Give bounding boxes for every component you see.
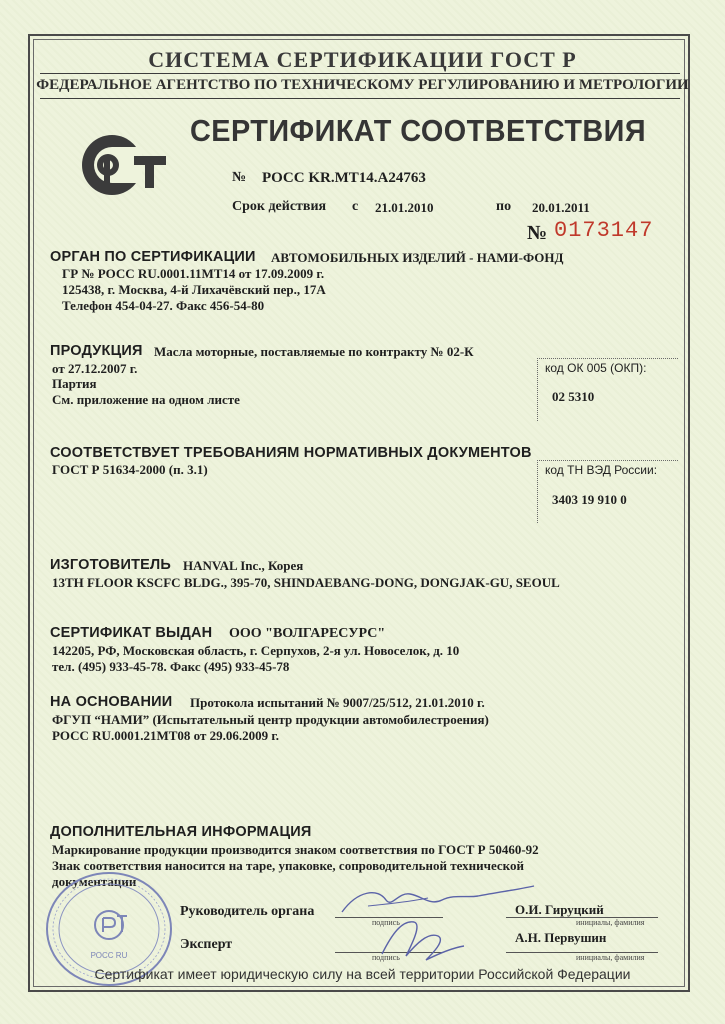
validity-to-label: по [496, 199, 512, 214]
serial-number: 0173147 [554, 218, 654, 243]
basis-heading: НА ОСНОВАНИИ [50, 694, 173, 710]
cert-number: РОСС KR.MT14.A24763 [262, 170, 426, 186]
validity-from-label: с [352, 199, 359, 214]
expert-signature-icon [372, 914, 472, 966]
product-name: Масла моторные, поставляемые по контракту № 02-К [154, 344, 474, 359]
conformity-standard: ГОСТ Р 51634-2000 (п. 3.1) [52, 462, 208, 477]
tnved-value: 3403 19 910 0 [552, 492, 627, 507]
rst-logo-icon [78, 130, 170, 200]
head-signature-caption: подпись [372, 918, 400, 927]
conformity-heading: СООТВЕТСТВУЕТ ТРЕБОВАНИЯМ НОРМАТИВНЫХ ДОКУМЕНТОВ [50, 445, 532, 461]
cert-number-sign: № [232, 170, 247, 185]
validity-label: Срок действия [232, 199, 327, 214]
issued-phone: тел. (495) 933-45-78. Факс (495) 933-45-78 [52, 659, 290, 674]
product-batch: Партия [52, 376, 97, 391]
validity-from-date: 21.01.2010 [375, 200, 434, 215]
organ-name: АВТОМОБИЛЬНЫХ ИЗДЕЛИЙ - НАМИ-ФОНД [271, 250, 564, 265]
divider [40, 98, 680, 99]
product-heading: ПРОДУКЦИЯ [50, 343, 143, 359]
divider [40, 73, 680, 74]
agency-name: ФЕДЕРАЛЬНОЕ АГЕНТСТВО ПО ТЕХНИЧЕСКОМУ РЕГУЛИРОВАНИЮ И МЕТРОЛОГИИ [36, 77, 689, 93]
organ-address: 125438, г. Москва, 4-й Лихачёвский пер., 17А [62, 282, 326, 297]
manufacturer-name: HANVAL Inc., Корея [183, 558, 304, 573]
expert-name: А.Н. Первушин [515, 930, 607, 945]
okp-value: 02 5310 [552, 389, 595, 404]
expert-name-caption: инициалы, фамилия [576, 953, 645, 962]
expert-label: Эксперт [180, 937, 233, 952]
issued-heading: СЕРТИФИКАТ ВЫДАН [50, 625, 213, 641]
additional-heading: ДОПОЛНИТЕЛЬНАЯ ИНФОРМАЦИЯ [50, 824, 312, 840]
validity-note: Сертификат имеет юридическую силу на всей территории Российской Федерации [94, 966, 631, 982]
head-name-caption: инициалы, фамилия [576, 918, 645, 927]
system-title: СИСТЕМА СЕРТИФИКАЦИИ ГОСТ Р [148, 47, 577, 72]
product-contract-date: от 27.12.2007 г. [52, 361, 138, 376]
basis-protocol: Протокола испытаний № 9007/25/512, 21.01.2010 г. [190, 695, 485, 710]
manufacturer-address: 13TH FLOOR KSCFC BLDG., 395-70, SHINDAEBANG-DONG, DONGJAK-GU, SEOUL [52, 575, 560, 590]
organ-phone: Телефон 454-04-27. Факс 456-54-80 [62, 298, 265, 313]
product-appendix: См. приложение на одном листе [52, 392, 240, 407]
head-of-organ-label: Руководитель органа [180, 904, 315, 919]
certificate-title: СЕРТИФИКАТ СООТВЕТСТВИЯ [190, 113, 647, 148]
validity-to-date: 20.01.2011 [532, 200, 590, 215]
additional-line-1: Маркирование продукции производится знаком соответствия по ГОСТ Р 50460-92 [52, 842, 539, 857]
issued-address: 142205, РФ, Московская область, г. Серпухов, 2-я ул. Новоселок, д. 10 [52, 643, 460, 658]
additional-line-2: Знак соответствия наносится на таре, упаковке, сопроводительной технической [52, 858, 524, 873]
seal-center-text: РОСС RU [90, 951, 128, 960]
tnved-label: код ТН ВЭД России: [545, 463, 658, 477]
basis-lab: ФГУП “НАМИ” (Испытательный центр продукции автомобилестроения) [52, 712, 489, 727]
additional-line-3: документации [52, 874, 137, 889]
okp-label: код ОК 005 (ОКП): [545, 361, 647, 375]
basis-accreditation: РОСС RU.0001.21MT08 от 29.06.2009 г. [52, 728, 280, 743]
head-name: О.И. Гируцкий [515, 902, 604, 917]
organ-heading: ОРГАН ПО СЕРТИФИКАЦИИ [50, 249, 256, 265]
manufacturer-heading: ИЗГОТОВИТЕЛЬ [50, 557, 172, 573]
expert-signature-caption: подпись [372, 953, 400, 962]
issued-company: ООО "ВОЛГАРЕСУРС" [229, 626, 386, 641]
organ-registration: ГР № РОСС RU.0001.11MT14 от 17.09.2009 г. [62, 266, 325, 281]
serial-sign: № [527, 222, 548, 244]
